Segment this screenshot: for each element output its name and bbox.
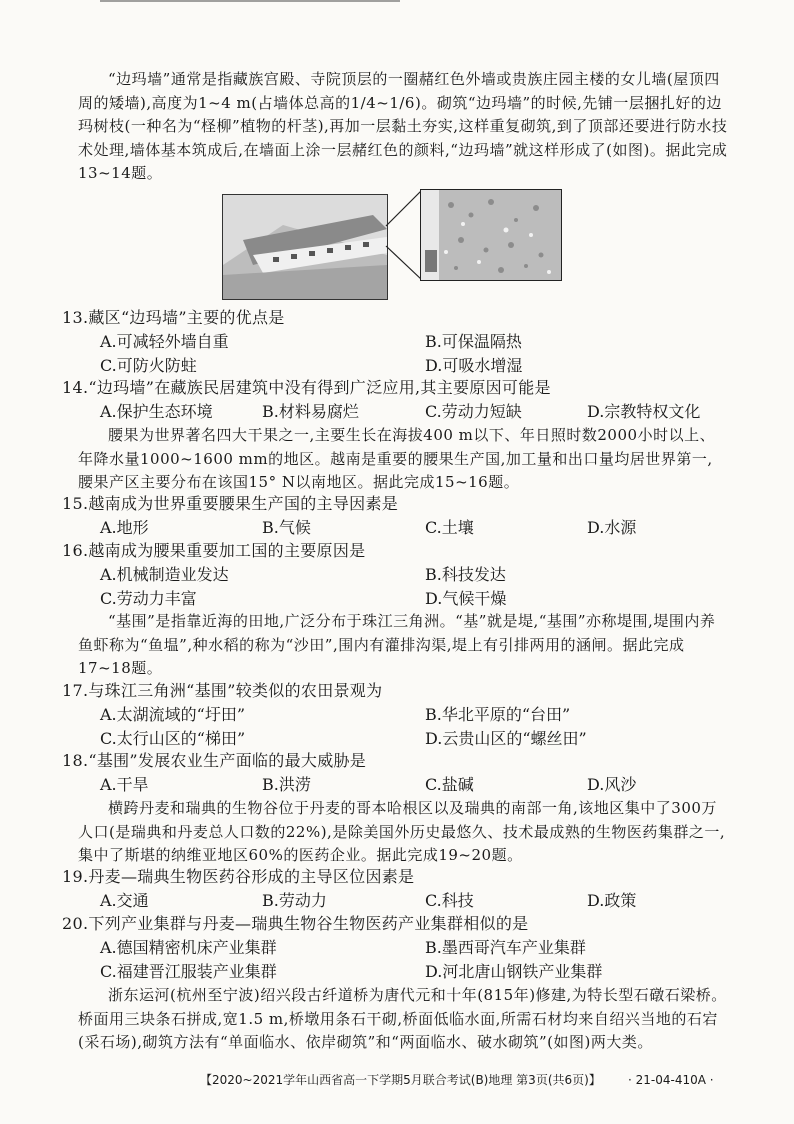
q19-option-a[interactable]: A.交通 bbox=[100, 891, 149, 910]
passage-21: 浙东运河(杭州至宁波)绍兴段古纤道桥为唐代元和十年(815年)修建,为特长型石礅石梁桥。桥面用三块条石拼成,宽1.5 m,桥墩用条石干砌,桥面低临水面,所需石材均来自绍兴当地的石宕(采石场),砌筑方法有“单面临水、依岸砌筑”和“两面临水、破水砌筑”(如图)两大类。 bbox=[78, 986, 727, 1051]
q13-option-d[interactable]: D.可吸水增湿 bbox=[425, 356, 523, 375]
q14-option-b[interactable]: B.材料易腐烂 bbox=[262, 402, 359, 421]
question-16: 16.越南成为腰果重要加工国的主要原因是 bbox=[62, 541, 366, 560]
q20-option-b[interactable]: B.墨西哥汽车产业集群 bbox=[425, 938, 586, 957]
question-15: 15.越南成为世界重要腰果生产国的主导因素是 bbox=[62, 494, 399, 513]
q18-option-c[interactable]: C.盐碱 bbox=[425, 775, 474, 794]
passage-17-18: “基围”是指靠近海的田地,广泛分布于珠江三角洲。“基”就是堤,“基围”亦称堤围,堤围内养鱼虾称为“鱼塭”,种水稻的称为“沙田”,围内有灌排沟渠,堤上有引排两用的涵闸。据此完成17~18题。 bbox=[78, 612, 716, 677]
q15-option-a[interactable]: A.地形 bbox=[100, 518, 149, 537]
question-13: 13.藏区“边玛墙”主要的优点是 bbox=[62, 308, 285, 327]
q15-option-c[interactable]: C.土壤 bbox=[425, 518, 474, 537]
passage-19-20: 横跨丹麦和瑞典的生物谷位于丹麦的哥本哈根区以及瑞典的南部一角,该地区集中了300万人口(是瑞典和丹麦总人口数的22%),是除美国外历史最悠久、技术最成熟的生物医药集群之一,集中了斯堪的纳维亚地区60%的医药企业。据此完成19~20题。 bbox=[78, 799, 726, 864]
q20-option-c[interactable]: C.福建晋江服装产业集群 bbox=[100, 962, 277, 981]
q19-option-b[interactable]: B.劳动力 bbox=[262, 891, 327, 910]
passage-13-14: “边玛墙”通常是指藏族宫殿、寺院顶层的一圈赭红色外墙或贵族庄园主楼的女儿墙(屋顶四周的矮墙),高度为1~4 m(占墙体总高的1/4~1/6)。砌筑“边玛墙”的时候,先铺一层捆扎好的边玛树枝(一种名为“柽柳”植物的杆茎),再加一层黏土夯实,这样重复砌筑,到了顶部还要进行防水技术处理,墙体基本筑成后,在墙面上涂一层赭红色的颜料,“边玛墙”就这样形成了(如图)。据此完成13~14题。 bbox=[78, 70, 728, 182]
q19-option-c[interactable]: C.科技 bbox=[425, 891, 474, 910]
passage-15-16: 腰果为世界著名四大干果之一,主要生长在海拔400 m以下、年日照时数2000小时以上、年降水量1000~1600 mm的地区。越南是重要的腰果生产国,加工量和出口量均居世界第一,腰果产区主要分布在该国15° N以南地区。据此完成15~16题。 bbox=[78, 426, 716, 491]
question-18: 18.“基围”发展农业生产面临的最大威胁是 bbox=[62, 751, 367, 770]
q14-option-d[interactable]: D.宗教特权文化 bbox=[587, 402, 701, 421]
footer-exam-info: 【2020~2021学年山西省高一下学期5月联合考试(B)地理 第3页(共6页)】 bbox=[200, 1073, 601, 1087]
q13-option-b[interactable]: B.可保温隔热 bbox=[425, 332, 522, 351]
q16-option-a[interactable]: A.机械制造业发达 bbox=[100, 565, 229, 584]
wall-texture-closeup bbox=[420, 189, 562, 281]
q14-option-a[interactable]: A.保护生态环境 bbox=[100, 402, 213, 421]
bianma-wall-photo bbox=[222, 194, 388, 300]
q16-option-c[interactable]: C.劳动力丰富 bbox=[100, 589, 197, 608]
q17-option-d[interactable]: D.云贵山区的“螺丝田” bbox=[425, 729, 587, 748]
question-19: 19.丹麦—瑞典生物医药谷形成的主导区位因素是 bbox=[62, 867, 415, 886]
q20-option-a[interactable]: A.德国精密机床产业集群 bbox=[100, 938, 277, 957]
q15-option-b[interactable]: B.气候 bbox=[262, 518, 311, 537]
q16-option-d[interactable]: D.气候干燥 bbox=[425, 589, 507, 608]
q18-option-d[interactable]: D.风沙 bbox=[587, 775, 637, 794]
q17-option-a[interactable]: A.太湖流域的“圩田” bbox=[100, 705, 246, 724]
q17-option-c[interactable]: C.太行山区的“梯田” bbox=[100, 729, 246, 748]
footer-code: · 21-04-410A · bbox=[628, 1073, 714, 1087]
header-rule bbox=[100, 0, 400, 8]
q19-option-d[interactable]: D.政策 bbox=[587, 891, 637, 910]
q16-option-b[interactable]: B.科技发达 bbox=[425, 565, 506, 584]
q14-option-c[interactable]: C.劳动力短缺 bbox=[425, 402, 522, 421]
texture-icon bbox=[421, 190, 561, 280]
zoom-lines bbox=[384, 186, 424, 286]
question-14: 14.“边玛墙”在藏族民居建筑中没有得到广泛应用,其主要原因可能是 bbox=[62, 378, 551, 397]
question-20: 20.下列产业集群与丹麦—瑞典生物谷生物医药产业集群相似的是 bbox=[62, 914, 529, 933]
question-17: 17.与珠江三角洲“基围”较类似的农田景观为 bbox=[62, 681, 383, 700]
q18-option-a[interactable]: A.干旱 bbox=[100, 775, 149, 794]
q13-option-c[interactable]: C.可防火防蛀 bbox=[100, 356, 197, 375]
q18-option-b[interactable]: B.洪涝 bbox=[262, 775, 311, 794]
q17-option-b[interactable]: B.华北平原的“台田” bbox=[425, 705, 571, 724]
wall-sketch-icon bbox=[223, 195, 387, 299]
q20-option-d[interactable]: D.河北唐山钢铁产业集群 bbox=[425, 962, 603, 981]
q13-option-a[interactable]: A.可减轻外墙自重 bbox=[100, 332, 229, 351]
q15-option-d[interactable]: D.水源 bbox=[587, 518, 637, 537]
